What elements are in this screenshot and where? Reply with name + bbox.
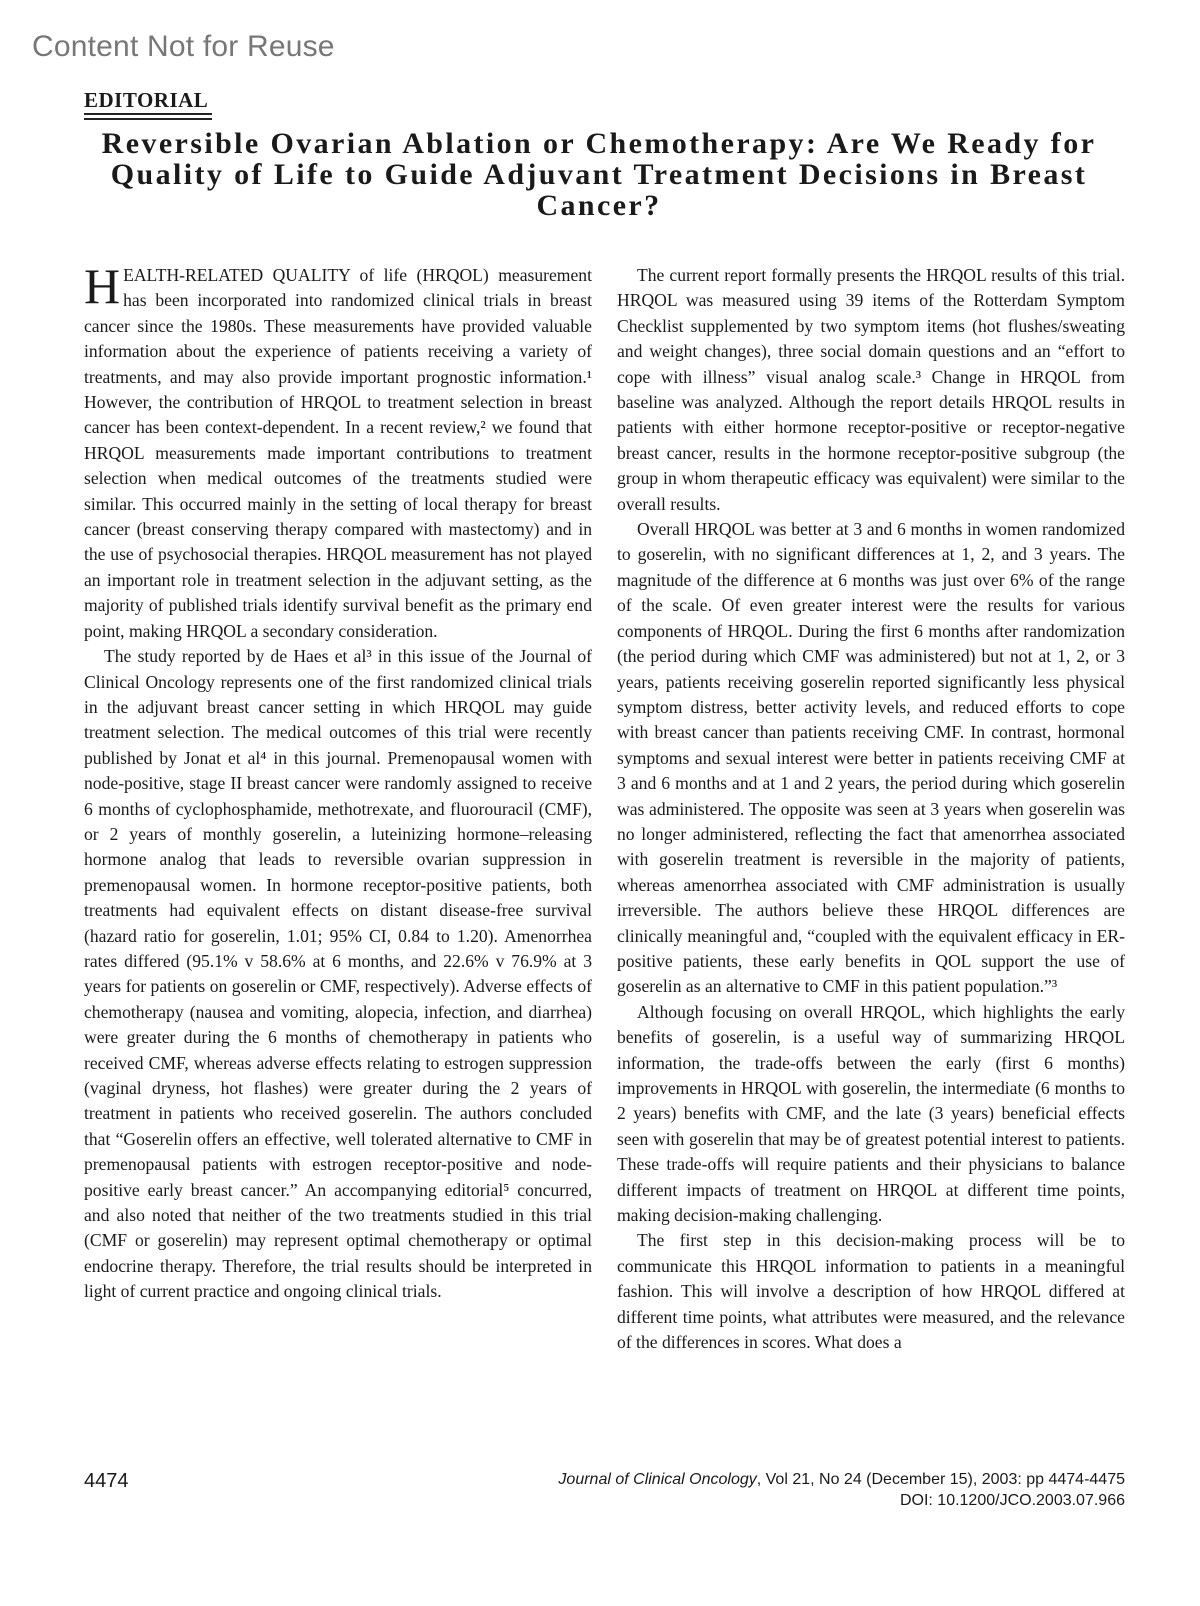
- right-column: [617, 263, 1125, 1355]
- journal-citation: [558, 1469, 1125, 1511]
- journal-name: Journal of Clinical Oncology: [558, 1471, 757, 1488]
- body-paragraph: The first step in this decision-making process will be to communicate this HRQOL information to patients in a meaningful fashion. This will involve a description of how HRQOL differed at different time points, what attributes were measured, and the relevance of the differences in scores. What does a: [617, 1230, 1125, 1353]
- body-paragraph: Although focusing on overall HRQOL, which highlights the early benefits of goserelin, is a useful way of summarizing HRQOL information, the trade-offs between the early (first 6 months) improvements in HRQOL with goserelin, the intermediate (6 months to 2 years) benefits with CMF, and the late (3 years) beneficial effects seen with goserelin that may be of greatest potential interest to patients. These trade-offs will require patients and their physicians to balance different impacts of treatment on HRQOL at different time points, making decision-making challenging.: [617, 1001, 1125, 1226]
- body-paragraph: The current report formally presents the HRQOL results of this trial. HRQOL was measured using 39 items of the Rotterdam Symptom Checklist supplemented by two symptom items (hot flushes/sweating and weight changes), three social domain questions and an “effort to cope with illness” visual analog scale.³ Change in HRQOL from baseline was analyzed. Although the report details HRQOL results in patients with either hormone receptor-positive or receptor-negative breast cancer, results in the hormone receptor-positive subgroup (the group in whom therapeutic efficacy was equivalent) were similar to the overall results.: [617, 265, 1125, 514]
- body-paragraph: HEALTH-RELATED QUALITY of life (HRQOL) measurement has been incorporated into randomized clinical trials in breast cancer since the 1980s. These measurements have provided valuable information about the experience of patients receiving a variety of treatments, and may also provide important prognostic information.¹ However, the contribution of HRQOL to treatment selection in breast cancer has been context-dependent. In a recent review,² we found that HRQOL measurements made important contributions to treatment selection when medical outcomes of the treatments studied were similar. This occurred mainly in the setting of local therapy for breast cancer (breast conserving therapy compared with mastectomy) and in the use of psychosocial therapies. HRQOL measurement has not played an important role in treatment selection in the adjuvant setting, as the majority of published trials identify survival benefit as the primary end point, making HRQOL a secondary consideration.: [84, 258, 592, 641]
- citation-line: [558, 1469, 1125, 1490]
- doi: DOI: 10.1200/JCO.2003.07.966: [899, 1492, 1125, 1509]
- citation-details: , Vol 21, No 24 (December 15), 2003: pp 4474-4475: [756, 1471, 1125, 1488]
- section-label: EDITORIAL: [84, 88, 209, 112]
- left-column: [84, 258, 592, 1305]
- watermark: Content Not for Reuse: [32, 30, 335, 63]
- body-paragraph: The study reported by de Haes et al³ in this issue of the Journal of Clinical Oncology represents one of the first randomized clinical trials in the adjuvant breast cancer setting in which HRQOL may guide treatment selection. The medical outcomes of this trial were recently published by Jonat et al⁴ in this journal. Premenopausal women with node-positive, stage II breast cancer were randomly assigned to receive 6 months of cyclophosphamide, methotrexate, and fluorouracil (CMF), or 2 years of monthly goserelin, a luteinizing hormone–releasing hormone analog that leads to reversible ovarian suppression in premenopausal women. In hormone receptor-positive patients, both treatments had equivalent effects on distant disease-free survival (hazard ratio for goserelin, 1.01; 95% CI, 0.84 to 1.20). Amenorrhea rates differed (95.1% v 58.6% at 6 months, and 22.6% v 76.9% at 3 years for patients on goserelin or CMF, respectively). Adverse effects of chemotherapy (nausea and vomiting, alopecia, infection, and diarrhea) were greater during the 6 months of chemotherapy in patients who received CMF, whereas adverse effects relating to estrogen suppression (vaginal dryness, hot flashes) were greater during the 2 years of treatment in patients who received goserelin. The authors concluded that “Goserelin offers an effective, well tolerated alternative to CMF in premenopausal patients with estrogen receptor-positive and node-positive early breast cancer.” An accompanying editorial⁵ concurred, and also noted that neither of the two treatments studied in this trial (CMF or goserelin) may represent optimal chemotherapy or optimal endocrine therapy. Therefore, the trial results should be interpreted in light of current practice and ongoing clinical trials.: [84, 646, 592, 1302]
- page-number: 4474: [84, 1470, 129, 1492]
- body-paragraph: Overall HRQOL was better at 3 and 6 months in women randomized to goserelin, with no significant differences at 1, 2, and 3 years. The magnitude of the difference at 6 months was just over 6% of the range of the scale. Of even greater interest were the results for various components of HRQOL. During the first 6 months after randomization (the period during which CMF was administered) but not at 1, 2, or 3 years, patients receiving goserelin reported significantly less physical symptom distress, better activity levels, and reduced efforts to cope with breast cancer than patients receiving CMF. In contrast, hormonal symptoms and sexual interest were better in patients receiving CMF at 3 and 6 months and at 1 and 2 years, the period during which goserelin was administered. The opposite was seen at 3 years when goserelin was no longer administered, reflecting the fact that amenorrhea associated with goserelin treatment is reversible in the majority of patients, whereas amenorrhea associated with CMF administration is usually irreversible. The authors believe these HRQOL differences are clinically meaningful and, “coupled with the equivalent efficacy in ER-positive patients, these early benefits in QOL support the use of goserelin as an alternative to CMF in this patient population.”³: [617, 519, 1125, 997]
- section-underline-second: [84, 118, 212, 120]
- section-underline: [84, 113, 212, 115]
- article-title: Reversible Ovarian Ablation or Chemotherapy: Are We Ready for Quality of Life to Guide Adjuvant Treatment Decisions in Breast Cancer?: [101, 127, 1097, 222]
